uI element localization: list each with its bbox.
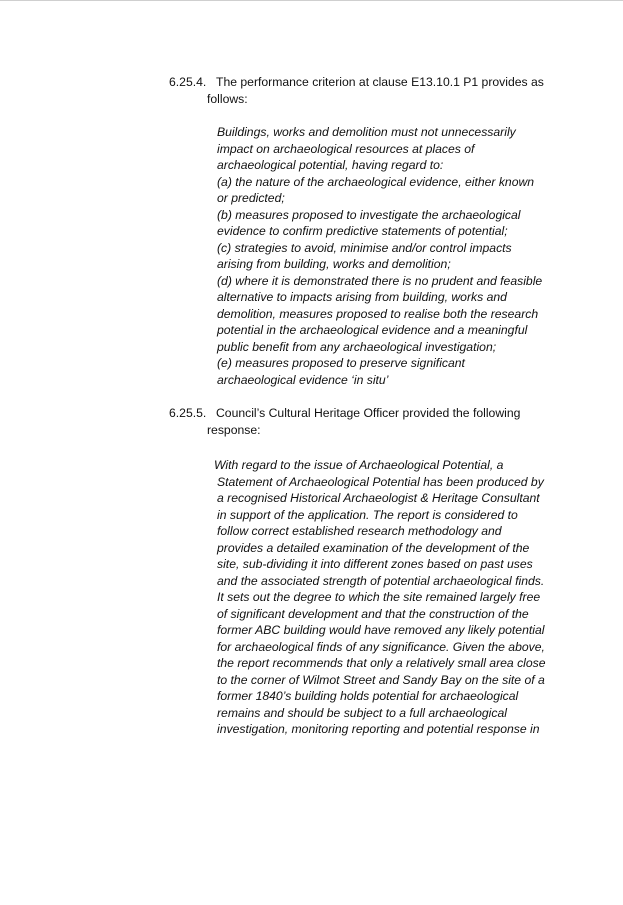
quote-line: investigation, monitoring reporting and potential response in <box>217 722 540 736</box>
paragraph-line: response: <box>207 422 261 437</box>
quote-line: With regard to the issue of Archaeological Potential, a <box>214 458 504 472</box>
quote-line: and the associated strength of potential archaeological finds. <box>217 573 545 588</box>
quote-line: (a) the nature of the archaeological evidence, either known <box>217 174 535 189</box>
quote-line: It sets out the degree to which the site remained largely free <box>217 590 541 604</box>
quote-line: to the corner of Wilmot Street and Sandy Bay on the site of a <box>217 672 545 687</box>
quote-line: a recognised Historical Archaeologist & Heritage Consultant <box>217 491 540 505</box>
quote-line: Buildings, works and demolition must not unnecessarily <box>217 125 516 139</box>
quote-line: (c) strategies to avoid, minimise and/or control impacts <box>217 240 512 255</box>
quote-line: archaeological evidence ‘in situ’ <box>217 372 389 387</box>
quote-line: (b) measures proposed to investigate the archaeological <box>217 207 521 222</box>
quote-line: remains and should be subject to a full archaeological <box>217 705 507 720</box>
page-top-border <box>0 0 623 1</box>
quote-line: or predicted; <box>217 191 285 205</box>
quote-line: site, sub-dividing it into different zones based on past uses <box>217 557 533 571</box>
paragraph-line: The performance criterion at clause E13.10.1 P1 provides as <box>216 75 544 89</box>
quote-line: Statement of Archaeological Potential has been produced by <box>217 474 544 489</box>
quote-line: evidence to confirm predictive statements of potential; <box>217 224 508 238</box>
quote-line: demolition, measures proposed to realise both the research <box>217 306 539 321</box>
quote-block-criterion <box>217 124 562 388</box>
quote-line: follow correct established research methodology and <box>217 524 502 538</box>
quote-line: potential in the archaeological evidence and a meaningful <box>217 323 528 337</box>
quote-line: impact on archaeological resources at places of <box>217 141 475 156</box>
quote-line: alternative to impacts arising from building, works and <box>217 290 507 304</box>
quote-line: public benefit from any archaeological investigation; <box>217 339 497 354</box>
paragraph-line: Council’s Cultural Heritage Officer provided the following <box>216 406 521 420</box>
quote-line: former ABC building would have removed any likely potential <box>217 623 545 637</box>
paragraph-number: 6.25.5. <box>169 406 207 420</box>
quote-line: archaeological potential, having regard to: <box>217 158 444 172</box>
quote-line: the report recommends that only a relatively small area close <box>217 656 546 670</box>
quote-line: (d) where it is demonstrated there is no prudent and feasible <box>217 273 543 288</box>
paragraph-6-25-4 <box>169 74 569 107</box>
quote-line: (e) measures proposed to preserve significant <box>217 356 465 370</box>
quote-block-heritage-response <box>214 457 562 738</box>
quote-line: arising from building, works and demolition; <box>217 257 451 271</box>
quote-line: in support of the application. The report is considered to <box>217 507 518 522</box>
paragraph-6-25-5 <box>169 405 569 438</box>
quote-line: of significant development and that the construction of the <box>217 606 529 621</box>
quote-line: former 1840’s building holds potential for archaeological <box>217 689 519 703</box>
paragraph-line: follows: <box>207 91 248 106</box>
paragraph-number: 6.25.4. <box>169 75 207 89</box>
quote-line: for archaeological finds of any significance. Given the above, <box>217 639 545 654</box>
quote-line: provides a detailed examination of the development of the <box>217 540 530 555</box>
